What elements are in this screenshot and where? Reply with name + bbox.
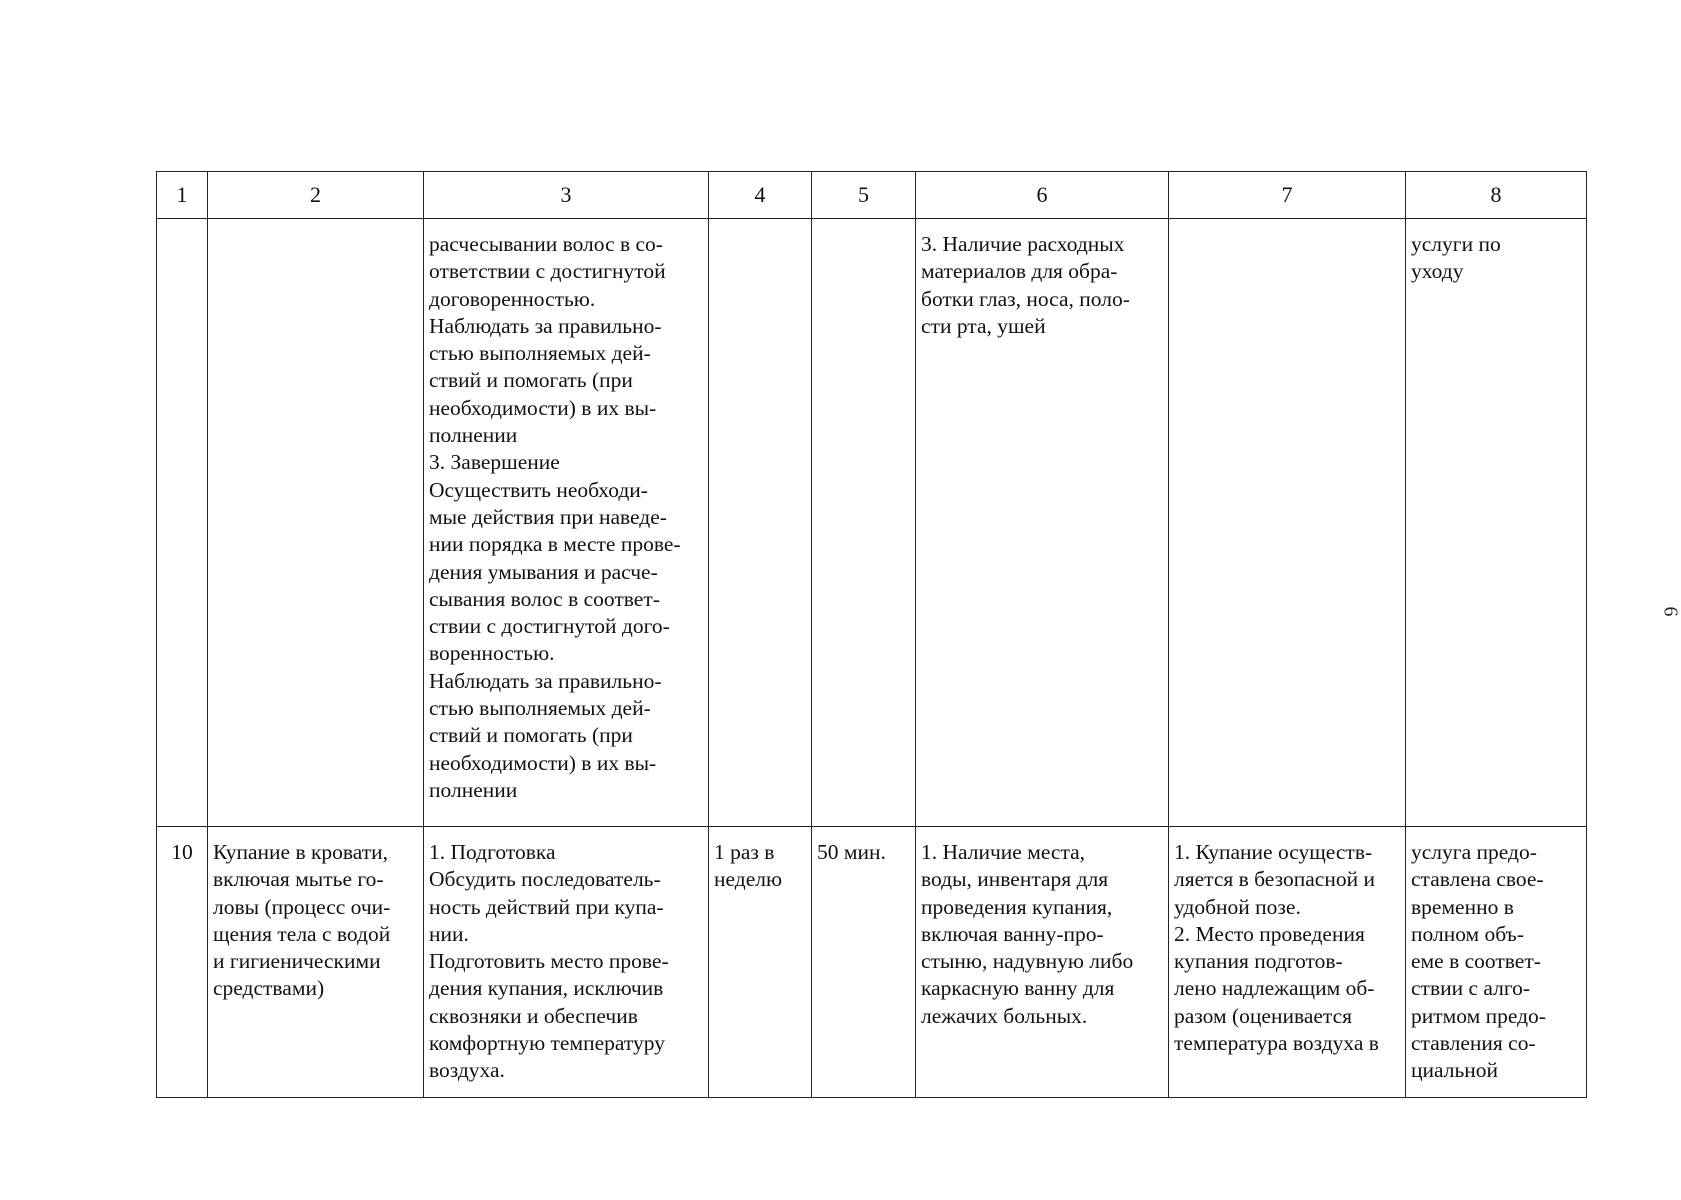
row-number-cell: 10 xyxy=(157,827,208,1098)
header-cell: 7 xyxy=(1169,172,1406,219)
frequency-cell: 1 раз в неделю xyxy=(709,827,812,1098)
header-row xyxy=(157,172,1587,219)
conditions-cell: 1. Наличие места, воды, инвентаря для проведения купания, включая ванну-про- стыню, надувную либо каркасную ванну для лежачих больных. xyxy=(916,827,1169,1098)
header-cell: 6 xyxy=(916,172,1169,219)
header-cell: 2 xyxy=(208,172,424,219)
procedure-cell: 1. Подготовка Обсудить последователь- ность действий при купа- нии. Подготовить место прове- дения купания, исключив сквозняки и обеспечив комфортную температуру воздуха. xyxy=(424,827,709,1098)
header-cell: 1 xyxy=(157,172,208,219)
quality-cell: 1. Купание осуществ- ляется в безопасной и удобной позе. 2. Место проведения купания подготов- лено надлежащим об- разом (оценивается температура воздуха в xyxy=(1169,827,1406,1098)
result-cell: услуга предо- ставлена свое- временно в полном объ- еме в соответ- ствии с алго- ритмом предо- ставления со- циальной xyxy=(1406,827,1587,1098)
page-number: 6 xyxy=(1659,606,1681,617)
table-row xyxy=(157,827,1587,1098)
duration-cell xyxy=(812,219,916,827)
service-name-cell: Купание в кровати, включая мытье го- ловы (процесс очи- щения тела с водой и гигиеническими средствами) xyxy=(208,827,424,1098)
row-number-cell xyxy=(157,219,208,827)
conditions-cell: 3. Наличие расходных материалов для обра- ботки глаз, носа, поло- сти рта, ушей xyxy=(916,219,1169,827)
header-cell: 3 xyxy=(424,172,709,219)
result-cell: услуги по уходу xyxy=(1406,219,1587,827)
header-cell: 8 xyxy=(1406,172,1587,219)
duration-cell: 50 мин. xyxy=(812,827,916,1098)
quality-cell xyxy=(1169,219,1406,827)
service-name-cell xyxy=(208,219,424,827)
header-cell: 4 xyxy=(709,172,812,219)
header-cell: 5 xyxy=(812,172,916,219)
frequency-cell xyxy=(709,219,812,827)
table-row xyxy=(157,219,1587,827)
service-table xyxy=(156,171,1587,1098)
procedure-cell: расчесывании волос в со- ответствии с достигнутой договоренностью. Наблюдать за правильно- стью выполняемых дей- ствий и помогать (при необходимости) в их вы- полнении 3. Завершение Осуществить необходи- мые действия при наведе- нии порядка в месте прове- дения умывания и расче- сывания волос в соответ- ствии с достигнутой дого- воренностью. Наблюдать за правильно- стью выполняемых дей- ствий и помогать (при необходимости) в их вы- полнении xyxy=(424,219,709,827)
